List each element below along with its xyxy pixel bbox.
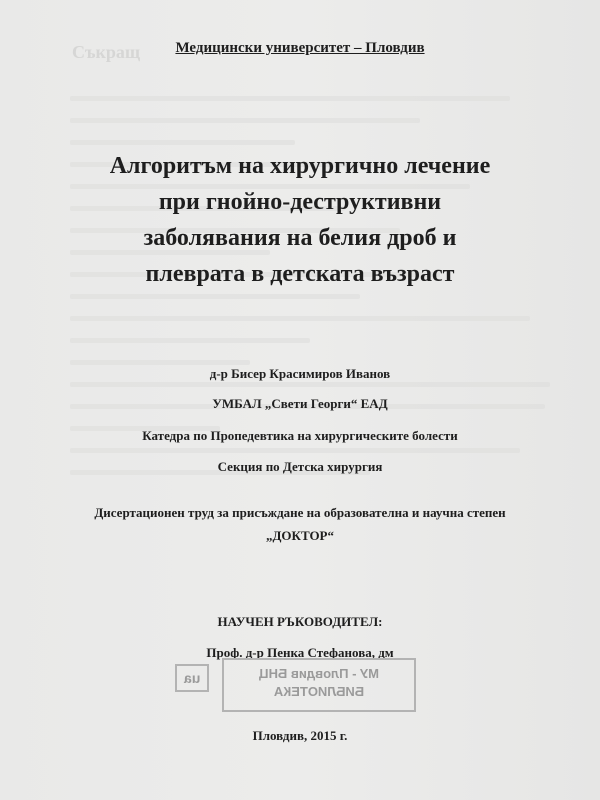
stamp-mark-text: ua: [183, 670, 201, 686]
supervisor-name: Проф. д-р Пенка Стефанова, дм: [206, 645, 394, 660]
city-year: Пловдив, 2015 г.: [252, 728, 348, 743]
title-line: плеврата в детската възраст: [145, 261, 455, 287]
library-stamp: [222, 658, 416, 712]
degree-name: „ДОКТОР“: [265, 528, 335, 543]
stamp-line: БИБЛИОТЕКА: [273, 684, 365, 699]
title-line: при гнойно-деструктивни: [158, 189, 442, 215]
dissertation-title: [40, 148, 560, 292]
author-name: д-р Бисер Красимиров Иванов: [209, 366, 391, 381]
bleed-through-title: Съкращ: [72, 42, 141, 62]
section-name: Секция по Детска хирургия: [217, 459, 383, 474]
department-name: Катедра по Пропедевтика на хирургическите болести: [142, 428, 458, 443]
hospital-name: УМБАЛ „Свети Георги“ ЕАД: [212, 396, 388, 411]
dissertation-purpose: Дисертационен труд за присъждане на образователна и научна степен: [94, 505, 506, 520]
title-line: Алгоритъм на хирургично лечение: [109, 153, 491, 179]
university-name: Медицински университет – Пловдив: [175, 40, 425, 56]
stamp-line: МУ - Пловдив БНЦ: [259, 666, 379, 681]
library-stamp-mark: [175, 664, 209, 692]
supervisor-label: НАУЧЕН РЪКОВОДИТЕЛ:: [217, 614, 383, 629]
title-line: заболявания на белия дроб и: [143, 225, 457, 251]
